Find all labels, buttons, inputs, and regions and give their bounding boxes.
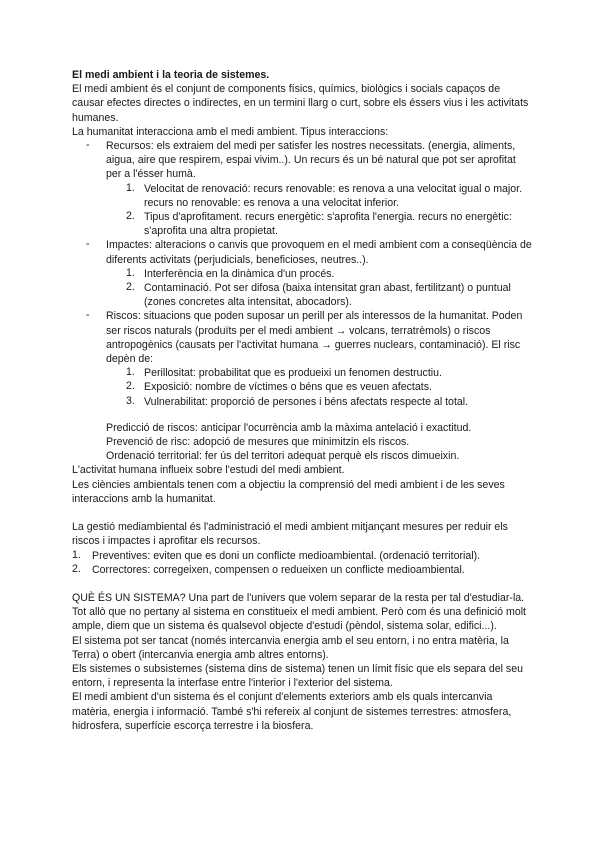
numbered-item: 1. Perillositat: probabilitat que es produeixi un fenomen destructiu. bbox=[126, 366, 442, 380]
impacts-text: Impactes: alteracions o canvis que provoquem en el medi ambient com a conseqüència de diferents activitats (perjudicials, beneficioses, neutres..). bbox=[106, 239, 532, 266]
interaction-list bbox=[72, 139, 532, 409]
risks-text: Riscos: situacions que poden suposar un perill per als interessos de la humanitat. Poden ser riscos naturals (produïts per el medi ambient → volcans, terratrèmols) o riscos antropogènics (causats per l'activitat humana → guerres nuclears, contaminació). El risc depèn de: bbox=[106, 310, 523, 366]
system-paragraph-1: QUÈ ÉS UN SISTEMA? Una part de l'univers que volem separar de la resta per tal d'estudiar-la. Tot allò que no pertany al sistema en constitueix el medi ambient. Però com és una definició molt ample, diem que un sistema és qualsevol objecte d'estudi (pèndol, sistema solar, edifici...). bbox=[72, 591, 527, 633]
system-paragraph-3: Els sistemes o subsistemes (sistema dins de sistema) tenen un límit físic que els separa del seu entorn, i representa la interfase entre l'interior i l'exterior del sistema. bbox=[72, 662, 524, 690]
resources-text: Recursos: els extraiem del medi per satisfer les nostres necessitats. (energia, aliments, aigua, aire que respirem, espai vivim..). Un recurs és un bé natural que pot ser aprofitat per a l'ésser humà. bbox=[106, 140, 516, 181]
management-list bbox=[72, 549, 532, 577]
document-page bbox=[72, 68, 532, 733]
dash-bullet: - bbox=[86, 238, 90, 251]
list-item-resources bbox=[86, 139, 532, 238]
system-paragraph-4: El medi ambient d'un sistema és el conjunt d'elements exteriors amb els quals intercanvia matèria, energia i informació. També s'hi refereix al conjunt de sistemes terrestres: atmosfera, hidrosfera, superfície escorça terrestre i la biosfera. bbox=[72, 691, 512, 732]
intro-paragraph: El medi ambient és el conjunt de components físics, químics, biològics i socials capaços de causar efectes directes o indirectes, en un termini llarg o curt, sobre els éssers vius i les activitats humanes. bbox=[72, 83, 529, 124]
numbered-item: 2. Exposició: nombre de víctimes o béns que es veuen afectats. bbox=[126, 380, 432, 394]
after-notes-1: L'activitat humana influeix sobre l'estudi del medi ambient. bbox=[72, 464, 345, 477]
numbered-item: 2. Correctores: corregeixen, compensen o redueixen un conflicte medioambiental. bbox=[72, 562, 465, 576]
dash-bullet: - bbox=[86, 309, 90, 322]
numbered-item: 3. Vulnerabilitat: proporció de persones i béns afectats respecte al total. bbox=[126, 394, 469, 408]
dash-bullet: - bbox=[86, 139, 90, 152]
risk-note: Prevenció de risc: adopció de mesures que minimitzin els riscos. bbox=[106, 436, 410, 449]
interaction-intro: La humanitat interacciona amb el medi ambient. Tipus interaccions: bbox=[72, 125, 389, 138]
numbered-item: 2. Contaminació. Pot ser difosa (baixa intensitat gran abast, fertilitzant) o puntual (zones concretes alta intensitat, abocadors). bbox=[126, 281, 511, 309]
risk-notes bbox=[72, 421, 532, 464]
risk-note: Predicció de riscos: anticipar l'ocurrència amb la màxima antelació i exactitud. bbox=[106, 421, 472, 434]
numbered-item: 1. Velocitat de renovació: recurs renovable: es renova a una velocitat igual o major. recurs no renovable: es renova a una velocitat inferior. bbox=[126, 181, 523, 209]
document-title: El medi ambient i la teoria de sistemes. bbox=[72, 69, 270, 81]
after-notes-2: Les ciències ambientals tenen com a objectiu la comprensió del medi ambient i de les seves interaccions amb la humanitat. bbox=[72, 478, 505, 505]
risk-note: Ordenació territorial: fer ús del territori adequat perquè els riscos dimueixin. bbox=[106, 450, 460, 463]
system-paragraph-2: El sistema pot ser tancat (només intercanvia energia amb el seu entorn, i no entra matèria, la Terra) o obert (intercanvia energia amb altres entorns). bbox=[72, 634, 509, 661]
numbered-item: 1. Preventives: eviten que es doni un conflicte medioambiental. (ordenació territorial). bbox=[72, 548, 481, 562]
list-item-impacts bbox=[86, 238, 532, 309]
list-item-risks bbox=[86, 309, 532, 408]
numbered-item: 2. Tipus d'aprofitament. recurs energètic: s'aprofita l'energia. recurs no energètic: s'aprofita una altra propietat. bbox=[126, 210, 512, 238]
management-paragraph: La gestió mediambiental és l'administració el medi ambient mitjançant mesures per reduir els riscos i impactes i aprofitar els recursos. bbox=[72, 521, 508, 548]
numbered-item: 1. Interferència en la dinàmica d'un procés. bbox=[126, 266, 335, 280]
